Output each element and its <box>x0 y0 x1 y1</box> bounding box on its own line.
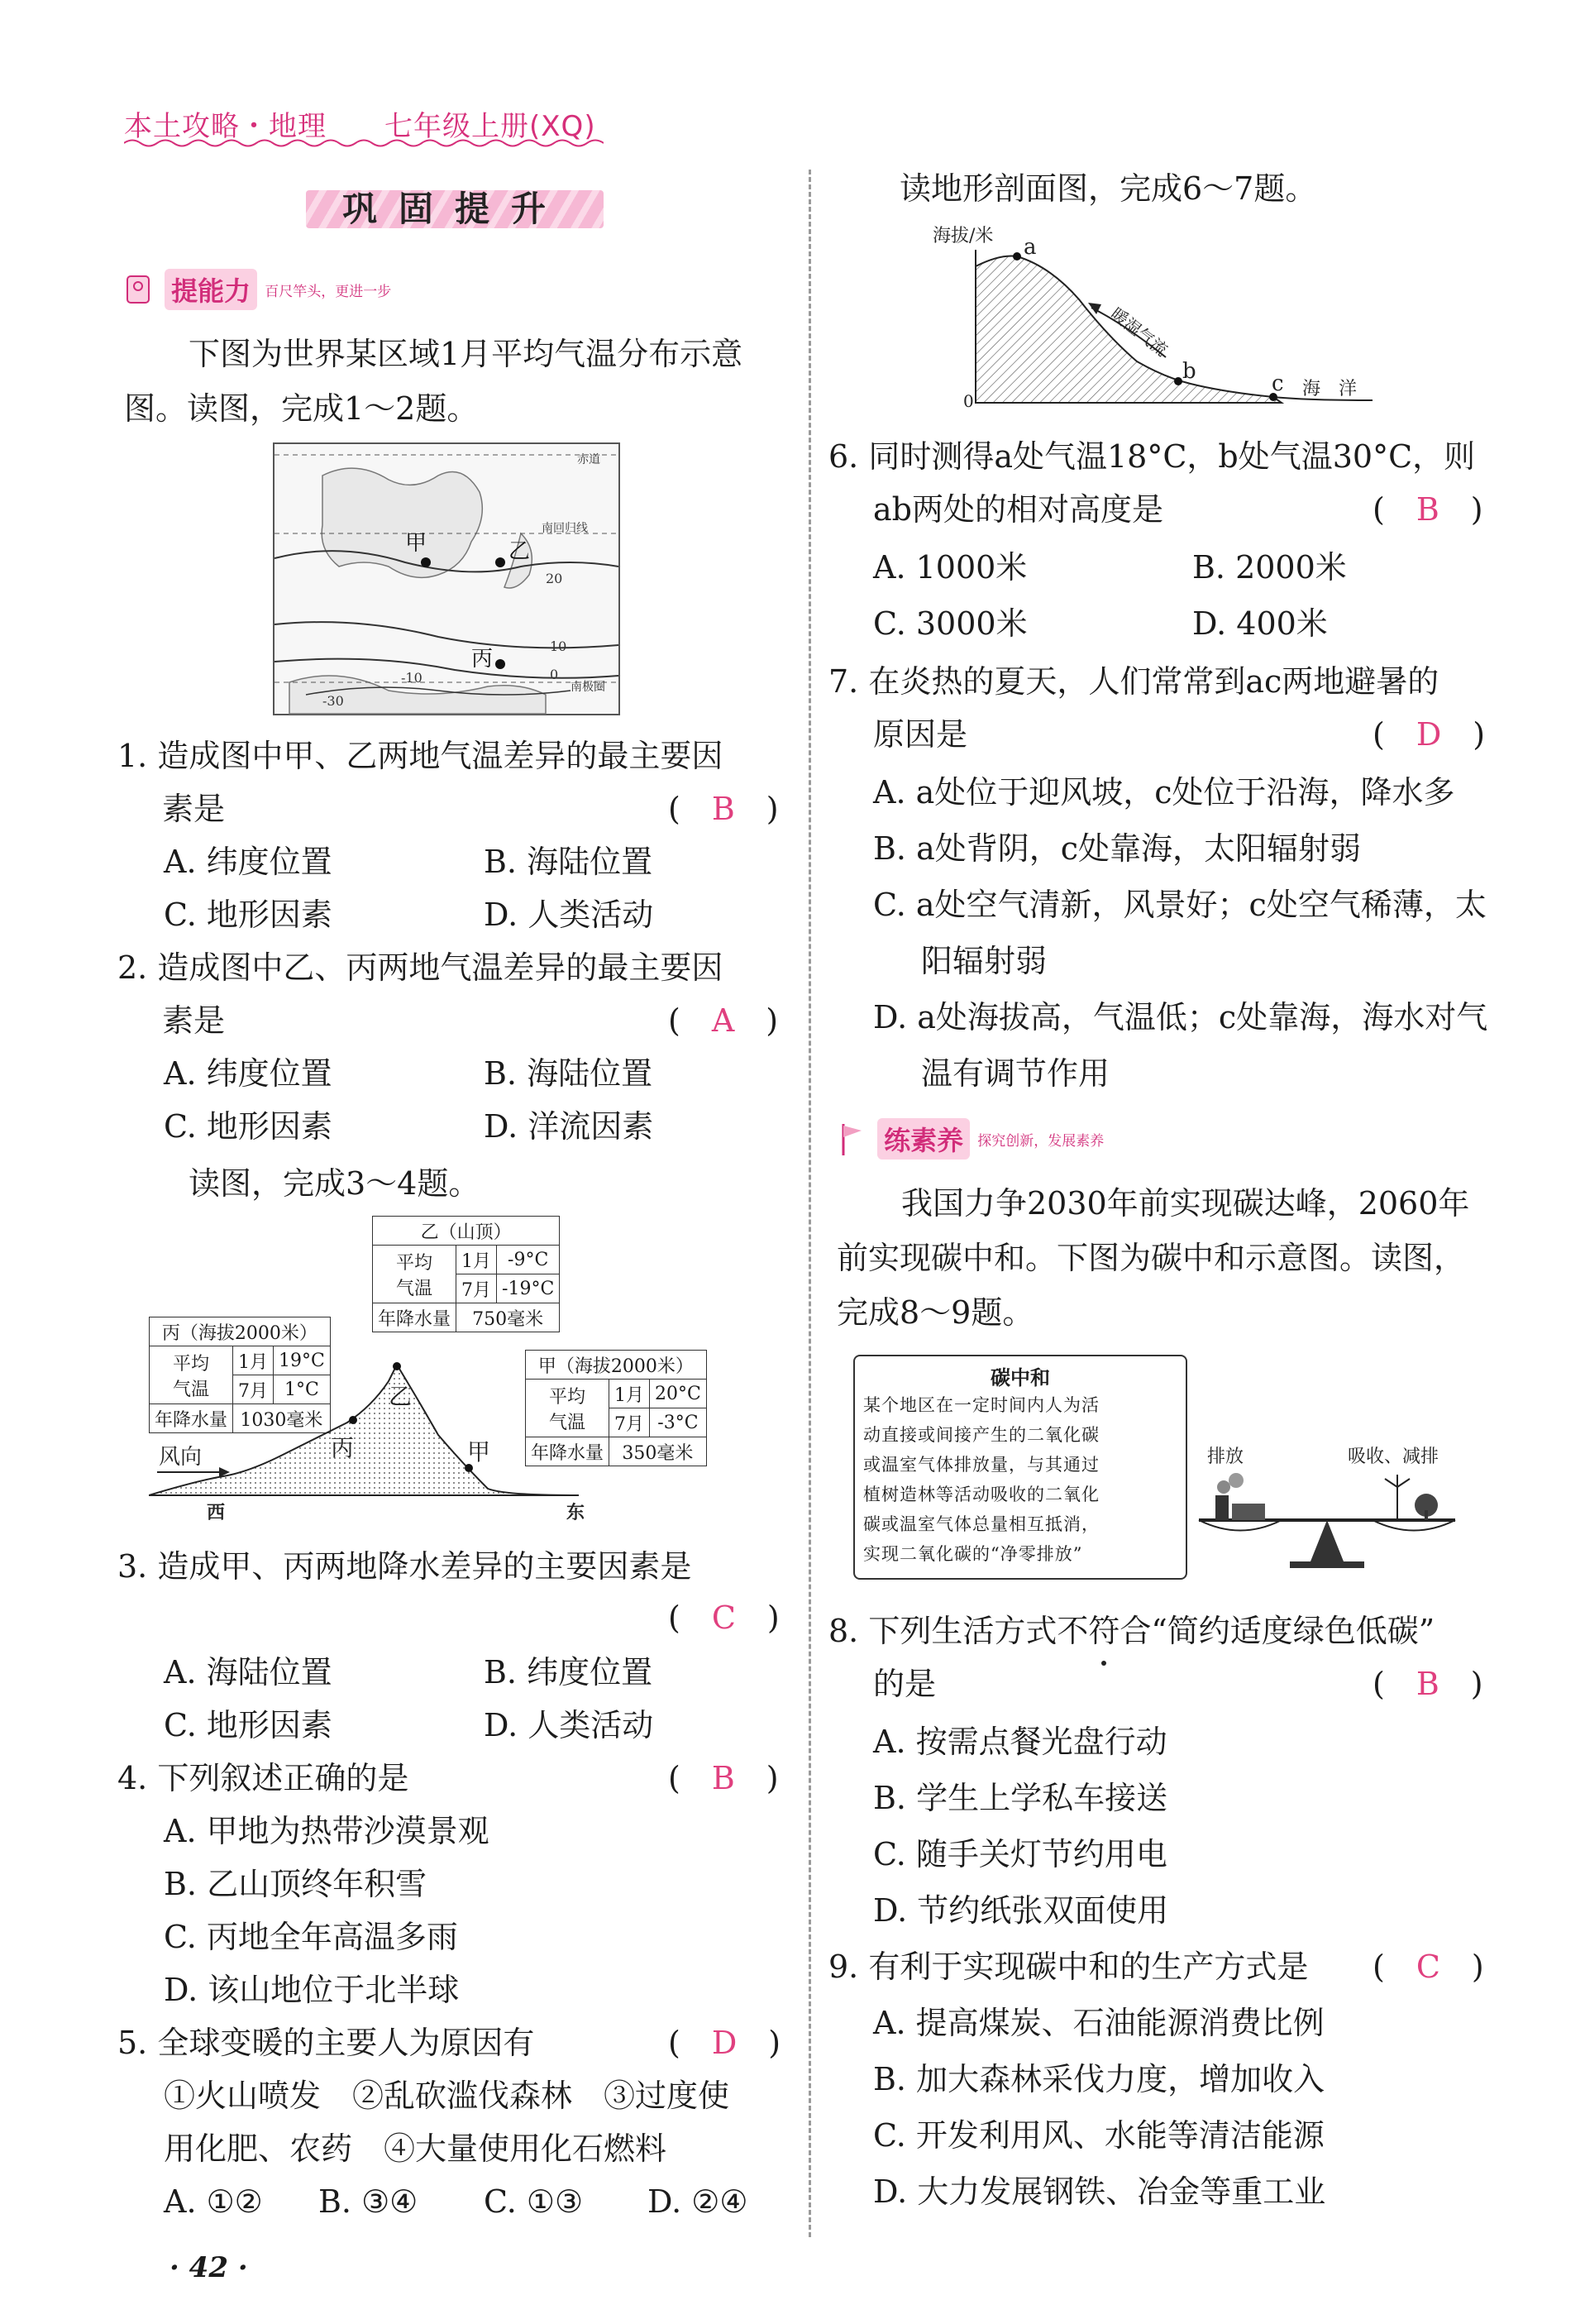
emit-label: 排放 <box>1207 1447 1244 1467</box>
q8-option-a: A. 按需点餐光盘行动 <box>873 1724 1167 1760</box>
emphasis-dots: 不符合 <box>1057 1604 1151 1657</box>
origin-label: 0 <box>963 391 974 411</box>
header-wave-decoration <box>124 137 604 149</box>
q1-option-b: B. 海陆位置 <box>484 844 653 880</box>
absorb-label: 吸收、减排 <box>1348 1447 1439 1467</box>
point-label-jia: 甲 <box>467 1438 491 1466</box>
map-label-jia: 甲 <box>405 531 427 556</box>
terrain-profile <box>926 217 1389 423</box>
table-jia: 甲（海拔2000米） 平均 气温 1月 20°C 7月 -3°C 年降水量 350毫米 <box>525 1350 707 1466</box>
answer-1: ( B ) <box>668 791 779 827</box>
answer-6: ( B ) <box>1373 491 1483 528</box>
q3-option-d: D. 人类活动 <box>484 1707 654 1743</box>
q5-option-d: D. ②④ <box>647 2183 748 2220</box>
q8-option-c: C. 随手关灯节约用电 <box>873 1836 1167 1872</box>
isotherm-neg10: -10 <box>401 670 423 686</box>
q7-option-d1: D. a处海拔高，气温低；c处靠海，海水对气 <box>873 999 1488 1035</box>
q7-option-a: A. a处位于迎风坡，c处位于沿海，降水多 <box>873 774 1455 811</box>
point-label-bing: 丙 <box>331 1434 355 1461</box>
q4-option-d: D. 该山地位于北半球 <box>164 1972 460 2008</box>
answer-8: ( B ) <box>1373 1666 1483 1702</box>
intro-q6-7: 读地形剖面图，完成6～7题。 <box>900 170 1317 207</box>
q7-option-c1: C. a处空气清新，风景好；c处空气稀薄，太 <box>873 887 1487 923</box>
map-label-bing: 丙 <box>471 647 494 672</box>
question-6: 6. 同时测得a处气温18°C，b处气温30°C，则 ab两处的相对高度是 <box>828 438 1476 528</box>
factory-building <box>1232 1504 1265 1520</box>
q5-option-b: B. ③④ <box>318 2183 418 2220</box>
isotherm-neg30: -30 <box>322 693 344 709</box>
page-number: · 42 · <box>169 2251 248 2284</box>
book-header: 本土攻略・地理 七年级上册(XQ) <box>124 110 596 143</box>
section-literacy: 练素养 探究创新，发展素养 <box>837 1118 1104 1160</box>
mountain-figure <box>149 1216 777 1522</box>
map-label-equator: 赤道 <box>577 453 600 466</box>
q1-option-c: C. 地形因素 <box>164 897 332 933</box>
question-3: 3. 造成甲、丙两地降水差异的主要因素是 <box>117 1548 692 1585</box>
q5-option-a: A. ①② <box>164 2183 263 2220</box>
q8-option-d: D. 节约纸张双面使用 <box>873 1892 1169 1929</box>
ocean-label: 海 洋 <box>1302 379 1358 399</box>
q6-option-b: B. 2000米 <box>1192 549 1347 586</box>
q4-option-a: A. 甲地为热带沙漠景观 <box>164 1813 489 1849</box>
q5-choices-line2: 用化肥、农药 ④大量使用化石燃料 <box>164 2130 667 2167</box>
q1-option-d: D. 人类活动 <box>484 897 654 933</box>
q7-option-c2: 阳辐射弱 <box>921 943 1048 979</box>
point-b-label: b <box>1182 359 1196 384</box>
q4-option-b: B. 乙山顶终年积雪 <box>164 1866 427 1902</box>
answer-3: ( C ) <box>668 1600 780 1636</box>
q5-choices-line1: ①火山喷发 ②乱砍滥伐森林 ③过度使 <box>164 2078 730 2114</box>
point-a-label: a <box>1024 235 1037 260</box>
column-divider <box>809 170 811 2237</box>
q6-option-c: C. 3000米 <box>873 605 1028 642</box>
table-yi: 乙（山顶） 平均 气温 1月 -9°C 7月 -19°C 年降水量 750毫米 <box>372 1216 560 1332</box>
question-1: 1. 造成图中甲、乙两地气温差异的最主要因 素是 <box>117 738 723 827</box>
direction-west: 西 <box>207 1502 226 1522</box>
table-bing: 丙（海拔2000米） 平均 气温 1月 19°C 7月 1°C 年降水量 1030毫米 <box>149 1317 331 1433</box>
map-label-yi: 乙 <box>508 539 531 564</box>
q2-option-a: A. 纬度位置 <box>164 1055 332 1092</box>
intro-q8-9: 我国力争2030年前实现碳达峰，2060年 前实现碳中和。下图为碳中和示意图。读图， 完成8～9题。 <box>837 1185 1470 1331</box>
peak-label-yi: 乙 <box>389 1383 413 1410</box>
question-5: 5. 全球变暖的主要人为原因有 <box>117 2025 535 2061</box>
q9-option-a: A. 提高煤炭、石油能源消费比例 <box>873 2005 1325 2041</box>
mountain-profile <box>149 1356 777 1522</box>
direction-east: 东 <box>566 1502 585 1522</box>
carbon-definition-box: 碳中和 某个地区在一定时间内人为活 动直接或间接产生的二氧化碳 或温室气体排放量，与其通过 植树造林等活动吸收的二氧化 碳或温室气体总量相互抵消， 实现二氧化碳的“净零排放” <box>853 1355 1187 1580</box>
factory-chimney <box>1215 1495 1229 1520</box>
intro-q1-2: 下图为世界某区域1月平均气温分布示意图。读图，完成1～2题。 <box>124 336 743 427</box>
q2-option-b: B. 海陆位置 <box>484 1055 653 1092</box>
answer-9: ( C ) <box>1373 1949 1484 1985</box>
q1-option-a: A. 纬度位置 <box>164 844 332 880</box>
q3-option-a: A. 海陆位置 <box>164 1654 332 1690</box>
isotherm-10: 10 <box>550 638 567 654</box>
q7-option-d2: 温有调节作用 <box>921 1055 1110 1092</box>
q5-option-c: C. ①③ <box>484 2183 584 2220</box>
intro-q3-4: 读图，完成3～4题。 <box>189 1165 480 1202</box>
map-label-tropic: 南回归线 <box>542 522 588 535</box>
scroll-icon <box>124 271 154 308</box>
page-title: 巩固提升 <box>306 184 604 235</box>
map-label-antarctic: 南极圈 <box>571 681 605 694</box>
section-ability: 提能力 百尺竿头，更进一步 <box>124 269 391 310</box>
q4-option-c: C. 丙地全年高温多雨 <box>164 1919 458 1955</box>
answer-4: ( B ) <box>668 1760 779 1796</box>
question-9: 9. 有利于实现碳中和的生产方式是 <box>828 1949 1309 1985</box>
q3-option-b: B. 纬度位置 <box>484 1654 653 1690</box>
answer-5: ( D ) <box>668 2025 781 2061</box>
answer-2: ( A ) <box>668 1002 779 1039</box>
q9-option-d: D. 大力发展钢铁、冶金等重工业 <box>873 2173 1326 2210</box>
flag-icon <box>837 1121 866 1157</box>
isotherm-20: 20 <box>546 571 563 586</box>
q2-option-c: C. 地形因素 <box>164 1108 332 1145</box>
q2-option-d: D. 洋流因素 <box>484 1108 654 1145</box>
point-c-label: c <box>1272 371 1284 396</box>
wind-label: 风向 <box>159 1445 203 1470</box>
q6-option-d: D. 400米 <box>1192 605 1328 642</box>
q6-option-a: A. 1000米 <box>873 549 1028 586</box>
q9-option-c: C. 开发利用风、水能等清洁能源 <box>873 2117 1325 2154</box>
q3-option-c: C. 地形因素 <box>164 1707 332 1743</box>
temperature-map <box>273 442 620 715</box>
question-2: 2. 造成图中乙、丙两地气温差异的最主要因 素是 <box>117 949 723 1039</box>
question-4: 4. 下列叙述正确的是 <box>117 1760 409 1796</box>
airflow-label: 暖湿气流 <box>1106 304 1172 361</box>
q9-option-b: B. 加大森林采伐力度，增加收入 <box>873 2061 1325 2097</box>
question-8: 8. 下列生活方式不符合“简约适度绿色低碳” 的是 <box>828 1604 1435 1710</box>
q7-option-b: B. a处背阴，c处靠海，太阳辐射弱 <box>873 830 1362 867</box>
carbon-balance-scale <box>1191 1437 1463 1578</box>
question-7: 7. 在炎热的夏天，人们常常到ac两地避暑的 原因是 <box>828 663 1439 753</box>
q8-option-b: B. 学生上学私车接送 <box>873 1780 1168 1816</box>
answer-7: ( D ) <box>1373 716 1486 753</box>
yaxis-label: 海拔/米 <box>933 226 994 246</box>
isotherm-0: 0 <box>550 667 559 682</box>
